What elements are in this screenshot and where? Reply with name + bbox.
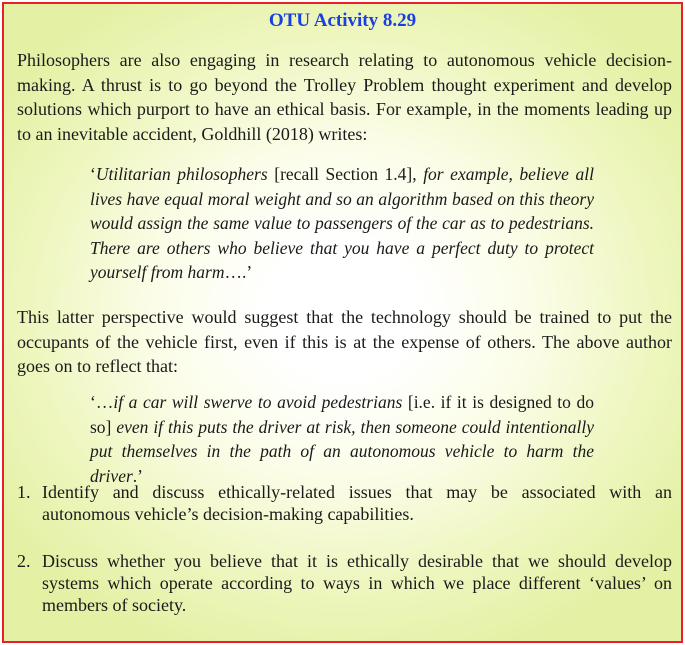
quote1-italic-2: for example, believe all lives have equal moral weight and so an algorithm based on this theory would assign the same value to passengers of the car as to pedestrians. There are others who believe that you have a perfect duty to protect yourself from harm (90, 164, 594, 282)
question-item-1 (17, 481, 672, 525)
quote1-close: ….’ (224, 262, 253, 282)
quote2-bracket: [i.e. if it is designed to do so] (90, 392, 594, 437)
intro-paragraph: Philosophers are also engaging in research relating to autonomous vehicle decision-making. A thrust is to go beyond the Trolley Problem thought experiment and develop solutions which purport to have an ethical basis. For example, in the moments leading up to an inevitable accident, Goldhill (2018) writes: (17, 50, 672, 144)
question-item-2 (17, 550, 672, 616)
activity-title: OTU Activity 8.29 (268, 10, 417, 31)
quote2-italic-2: even if this puts the driver at risk, then someone could intentionally put themselves in the path of an autonomous vehicle to harm the driver (90, 416, 594, 486)
quote1-italic-1: Utilitarian philosophers (95, 164, 268, 184)
goldhill-quote-2 (90, 390, 594, 488)
followup-paragraph: This latter perspective would suggest that the technology should be trained to put the occupants of the vehicle first, even if this is at the expense of others. The above author goes on to reflect that: (17, 307, 672, 376)
quote2-open: ‘… (90, 392, 114, 412)
quote2-italic-1: if a car will swerve to avoid pedestrians (113, 392, 403, 412)
question-1-number: 1. (17, 482, 31, 502)
question-2-text: Discuss whether you believe that it is ethically desirable that we should develop systems which operate according to ways in which we place different ‘values’ on members of society. (42, 551, 672, 615)
quote2-close: .’ (132, 465, 143, 486)
question-1-text: Identify and discuss ethically-related issues that may be associated with an autonomous vehicle’s decision-making capabilities. (42, 482, 672, 524)
activity-box (2, 2, 683, 643)
question-2 (17, 550, 672, 616)
question-1 (17, 481, 672, 525)
question-2-number: 2. (17, 551, 31, 571)
quote1-open: ‘ (90, 164, 96, 184)
quote1-bracket: [recall Section 1.4], (267, 164, 424, 184)
goldhill-quote-1 (90, 162, 594, 285)
